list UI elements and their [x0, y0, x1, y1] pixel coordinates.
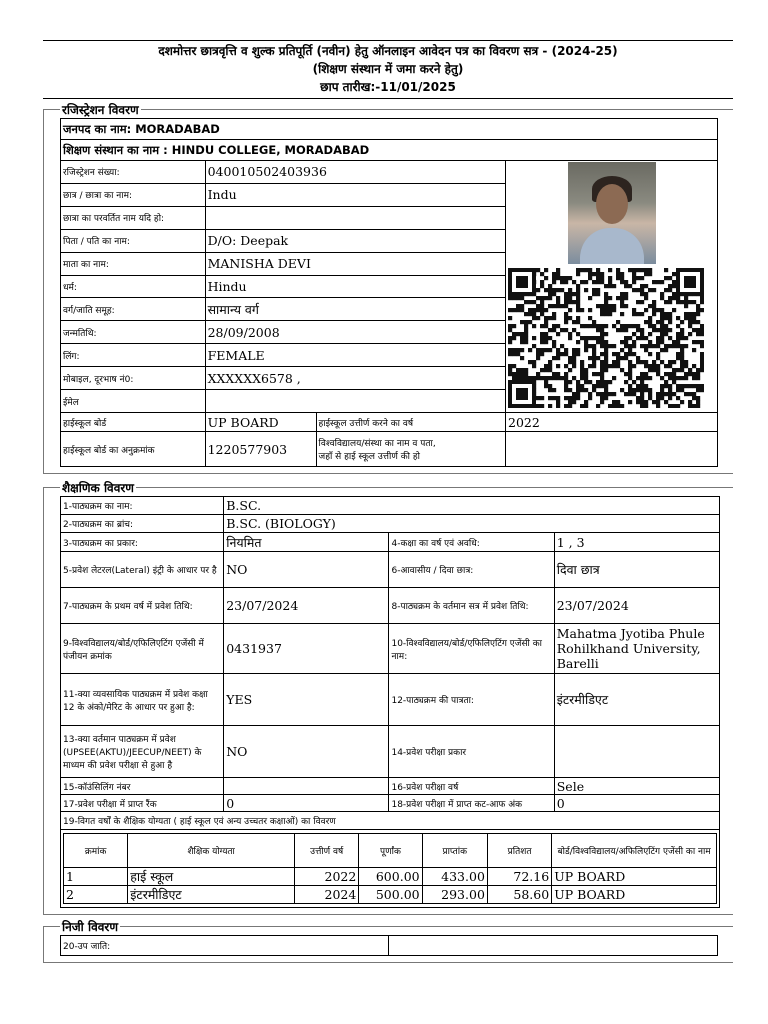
- roll-value: 1220577903: [205, 432, 316, 467]
- course-name-label: 1-पाठ्यक्रम का नाम:: [61, 497, 224, 515]
- registration-row-label: पिता / पति का नाम:: [61, 229, 206, 252]
- academic-value: Sele: [554, 778, 719, 795]
- form-subtitle: (शिक्षण संस्थान में जमा करने हेतु): [312, 62, 464, 76]
- academic-value: NO: [224, 726, 389, 778]
- registration-row-label: रजिस्ट्रेशन संख्या:: [61, 161, 206, 184]
- history-header: शैक्षिक योग्यता: [128, 834, 295, 868]
- pass-year-value: 2022: [506, 413, 718, 432]
- history-cell-value: 2024: [295, 886, 359, 904]
- history-cell-value: 2022: [295, 868, 359, 886]
- board-value: UP BOARD: [205, 413, 316, 432]
- registration-row-value: MANISHA DEVI: [205, 252, 505, 275]
- registration-legend: रजिस्ट्रेशन विवरण: [62, 103, 139, 117]
- academic-label: 18-प्रवेश परीक्षा में प्राप्त कट-आफ अंक: [389, 795, 554, 812]
- history-header: पूर्णांक: [359, 834, 422, 868]
- registration-row-label: ईमेल: [61, 390, 206, 413]
- district-name: जनपद का नाम: MORADABAD: [61, 119, 718, 140]
- registration-row-value: Indu: [205, 183, 505, 206]
- univ-value: [506, 432, 718, 467]
- history-cell-value: हाई स्कूल: [128, 868, 295, 886]
- history-table: [63, 833, 717, 904]
- history-cell-value: 600.00: [359, 868, 422, 886]
- history-cell-value: 293.00: [422, 886, 487, 904]
- branch-value: B.SC. (BIOLOGY): [224, 515, 720, 533]
- academic-value: 0: [224, 795, 389, 812]
- history-header: उत्तीर्ण वर्ष: [295, 834, 359, 868]
- history-cell-value: 58.60: [487, 886, 551, 904]
- academic-value: 23/07/2024: [554, 588, 719, 624]
- history-cell-value: 500.00: [359, 886, 422, 904]
- history-cell-value: 2: [64, 886, 128, 904]
- academic-label: 7-पाठ्यक्रम के प्रथम वर्ष में प्रवेश तिथि:: [61, 588, 224, 624]
- history-cell: [61, 830, 720, 908]
- academic-label: 4-कक्षा का वर्ष एवं अवधि:: [389, 533, 554, 552]
- academic-value: [554, 726, 719, 778]
- personal-legend: निजी विवरण: [62, 920, 118, 934]
- history-cell-value: 72.16: [487, 868, 551, 886]
- registration-row-label: वर्ग/जाति समूह:: [61, 298, 206, 321]
- academic-label: 16-प्रवेश परीक्षा वर्ष: [389, 778, 554, 795]
- academic-row: [61, 778, 720, 795]
- academic-legend: शैक्षणिक विवरण: [62, 481, 134, 495]
- academic-value: 1 , 3: [554, 533, 719, 552]
- history-cell-value: 1: [64, 868, 128, 886]
- registration-row-value: 040010502403936: [205, 161, 505, 184]
- registration-row-label: जन्मतिथि:: [61, 321, 206, 344]
- pass-year-label: हाईस्कूल उत्तीर्ण करने का वर्ष: [316, 413, 506, 432]
- academic-label: 6-आवासीय / दिवा छात्र:: [389, 552, 554, 588]
- univ-label-line1: विश्वविद्यालय/संस्था का नाम व पता,: [318, 439, 436, 449]
- registration-row-label: छात्रा का परवर्तित नाम यदि हो:: [61, 206, 206, 229]
- academic-label: 14-प्रवेश परीक्षा प्रकार: [389, 726, 554, 778]
- academic-label: 5-प्रवेश लेटरल(Lateral) इंट्री के आधार पर है: [61, 552, 224, 588]
- academic-row: [61, 588, 720, 624]
- academic-row: [61, 795, 720, 812]
- academic-value: Mahatma Jyotiba Phule Rohilkhand University, Barelli: [554, 624, 719, 674]
- academic-label: 9-विश्वविद्यालय/बोर्ड/एफिलिएटिंग एजेंसी में पंजीयन क्रमांक: [61, 624, 224, 674]
- history-header: प्राप्तांक: [422, 834, 487, 868]
- student-photo: [568, 162, 656, 264]
- registration-row-value: सामान्य वर्ग: [205, 298, 505, 321]
- history-row: [64, 868, 717, 886]
- academic-row: [61, 624, 720, 674]
- academic-row: [61, 552, 720, 588]
- registration-row-label: धर्म:: [61, 275, 206, 298]
- qr-code-icon: [508, 268, 704, 408]
- academic-value: 0431937: [224, 624, 389, 674]
- registration-table: [60, 118, 718, 467]
- form-header: [43, 40, 733, 99]
- academic-row: [61, 533, 720, 552]
- history-cell-value: UP BOARD: [552, 886, 717, 904]
- registration-row: [61, 161, 718, 184]
- history-cell-value: इंटरमीडिएट: [128, 886, 295, 904]
- academic-label: 3-पाठ्यक्रम का प्रकार:: [61, 533, 224, 552]
- institute-name: शिक्षण संस्थान का नाम : HINDU COLLEGE, MORADABAD: [61, 140, 718, 161]
- registration-row-value: Hindu: [205, 275, 505, 298]
- academic-value: 0: [554, 795, 719, 812]
- registration-row-value: XXXXXX6578 ,: [205, 367, 505, 390]
- academic-label: 12-पाठ्यक्रम की पात्रता:: [389, 674, 554, 726]
- academic-label: 17-प्रवेश परीक्षा में प्राप्त रैंक: [61, 795, 224, 812]
- academic-value: 23/07/2024: [224, 588, 389, 624]
- subcaste-label: 20-उप जाति:: [61, 936, 389, 956]
- academic-value: दिवा छात्र: [554, 552, 719, 588]
- form-title: दशमोत्तर छात्रवृत्ति व शुल्क प्रतिपूर्ति (नवीन) हेतु ऑनलाइन आवेदन पत्र का विवरण सत्र - (2024-25): [158, 44, 618, 58]
- registration-row-value: 28/09/2008: [205, 321, 505, 344]
- subcaste-value: [388, 936, 717, 956]
- academic-label: 8-पाठ्यक्रम के वर्तमान सत्र में प्रवेश तिथि:: [389, 588, 554, 624]
- registration-row-label: मोबाइल, दूरभाष नं0:: [61, 367, 206, 390]
- roll-label: हाईस्कूल बोर्ड का अनुक्रमांक: [61, 432, 206, 467]
- registration-row-label: छात्र / छात्रा का नाम:: [61, 183, 206, 206]
- academic-label: 15-कॉउंसिलिंग नंबर: [61, 778, 224, 795]
- academic-label: 10-विश्वविद्यालय/बोर्ड/एफिलिएटिंग एजेंसी का नाम:: [389, 624, 554, 674]
- history-header: क्रमांक: [64, 834, 128, 868]
- academic-value: नियमित: [224, 533, 389, 552]
- personal-table: [60, 935, 718, 956]
- univ-label: [316, 432, 506, 467]
- registration-row-value: D/O: Deepak: [205, 229, 505, 252]
- history-cell-value: UP BOARD: [552, 868, 717, 886]
- history-title: 19-विगत वर्षों के शैक्षिक योग्यता ( हाई स्कूल एवं अन्य उच्चतर कक्षाओं) का विवरण: [61, 812, 720, 830]
- registration-row-label: माता का नाम:: [61, 252, 206, 275]
- photo-qr-cell: [506, 161, 718, 413]
- history-header: बोर्ड/विश्वविद्यालय/अफिलिएटिंग एजेंसी का नाम: [552, 834, 717, 868]
- academic-row: [61, 726, 720, 778]
- univ-label-line2: जहाँ से हाई स्कूल उत्तीर्ण की हो: [318, 452, 420, 462]
- academic-label: 13-क्या वर्तमान पाठ्यक्रम में प्रवेश (UPSEE(AKTU)/JEECUP/NEET) के माध्यम की प्रवेश परीक्षा से हुआ है: [61, 726, 224, 778]
- academic-row: [61, 674, 720, 726]
- history-header: प्रतिशत: [487, 834, 551, 868]
- branch-label: 2-पाठ्यक्रम का ब्रांच:: [61, 515, 224, 533]
- registration-section: [43, 101, 733, 474]
- academic-value: [224, 778, 389, 795]
- registration-row-value: [205, 390, 505, 413]
- personal-section: [43, 918, 733, 963]
- application-form: [43, 40, 733, 963]
- registration-row-value: FEMALE: [205, 344, 505, 367]
- history-row: [64, 886, 717, 904]
- academic-table: [60, 496, 720, 908]
- academic-label: 11-क्या व्यवसायिक पाठ्यक्रम में प्रवेश कक्षा 12 के अंको/मेरिट के आधार पर हुआ है:: [61, 674, 224, 726]
- course-name-value: B.SC.: [224, 497, 720, 515]
- academic-section: [43, 479, 733, 915]
- academic-value: YES: [224, 674, 389, 726]
- registration-row-value: [205, 206, 505, 229]
- registration-row-label: लिंग:: [61, 344, 206, 367]
- history-cell-value: 433.00: [422, 868, 487, 886]
- academic-value: NO: [224, 552, 389, 588]
- print-date: छाप तारीख:-11/01/2025: [320, 80, 456, 94]
- academic-value: इंटरमीडिएट: [554, 674, 719, 726]
- board-label: हाईस्कूल बोर्ड: [61, 413, 206, 432]
